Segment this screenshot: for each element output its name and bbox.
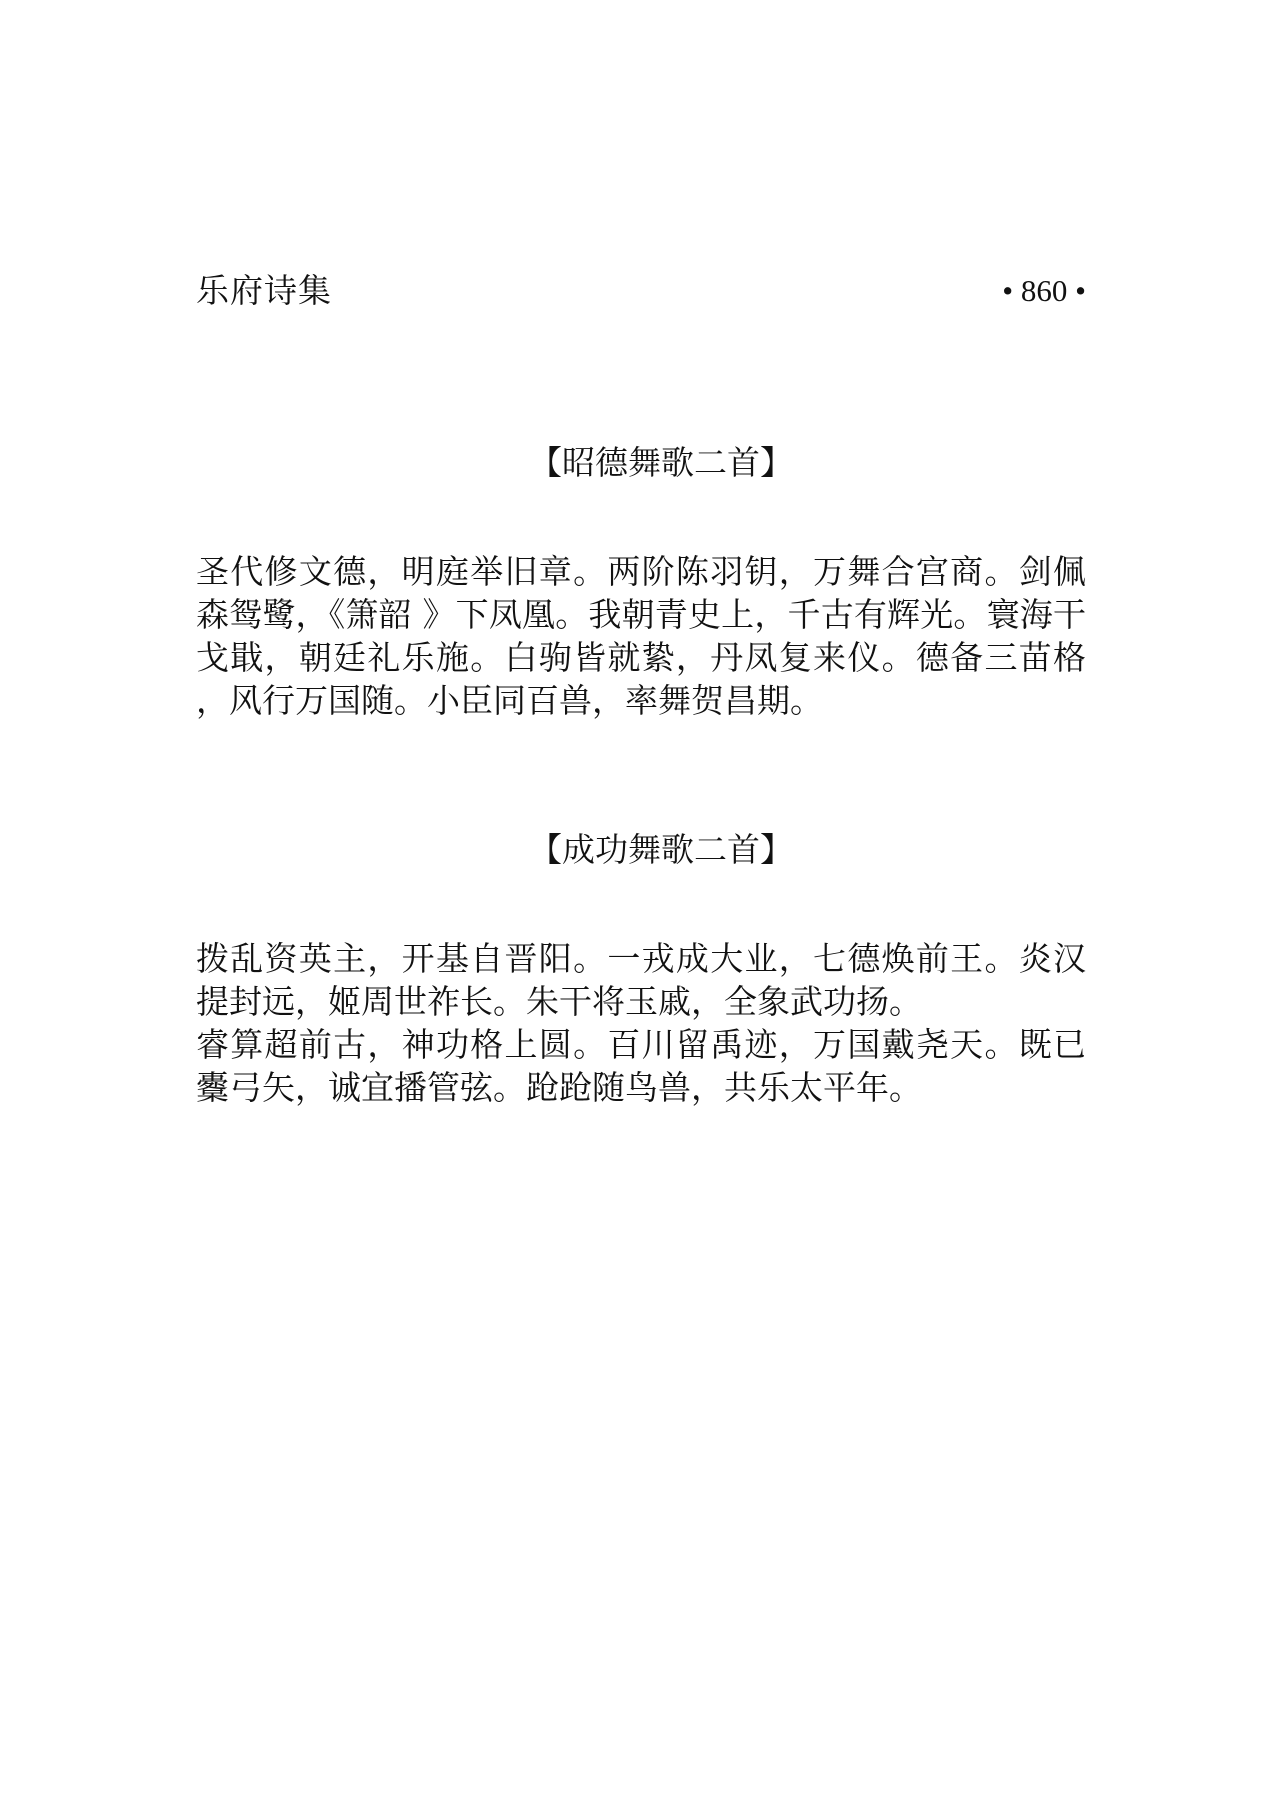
section-title: 【成功舞歌二首】 xyxy=(529,830,793,869)
section-title: 【昭德舞歌二首】 xyxy=(529,443,793,482)
book-title: 乐府诗集 xyxy=(196,271,332,310)
poem-paragraph: 拨乱资英主，开基自晋阳。一戎成大业，七德焕前王。炎汉提封远，姬周世祚长。朱干将玉戚，全象武功扬。 xyxy=(196,939,1086,1021)
poem-paragraph: 睿算超前古，神功格上圆。百川留禹迹，万国戴尧天。既已櫜弓矢，诚宜播管弦。跄跄随鸟兽，共乐太平年。 xyxy=(196,1025,1086,1107)
page-number: • 860 • xyxy=(1002,273,1086,308)
page-header xyxy=(196,266,1086,316)
poem-paragraph: 圣代修文德，明庭举旧章。两阶陈羽钥，万舞合宫商。剑佩森鸳鹭，《箫韶 》下凤凰。我朝青史上，千古有辉光。寰海干戈戢，朝廷礼乐施。白驹皆就絷，丹凤复来仪。德备三苗格，风行万国随。小臣同百兽，率舞贺昌期。 xyxy=(196,552,1086,720)
poem-body xyxy=(196,937,1086,1109)
poem-section-chenggong xyxy=(196,823,1086,1109)
poem-body xyxy=(196,550,1086,722)
poem-section-zhaode xyxy=(196,436,1086,722)
